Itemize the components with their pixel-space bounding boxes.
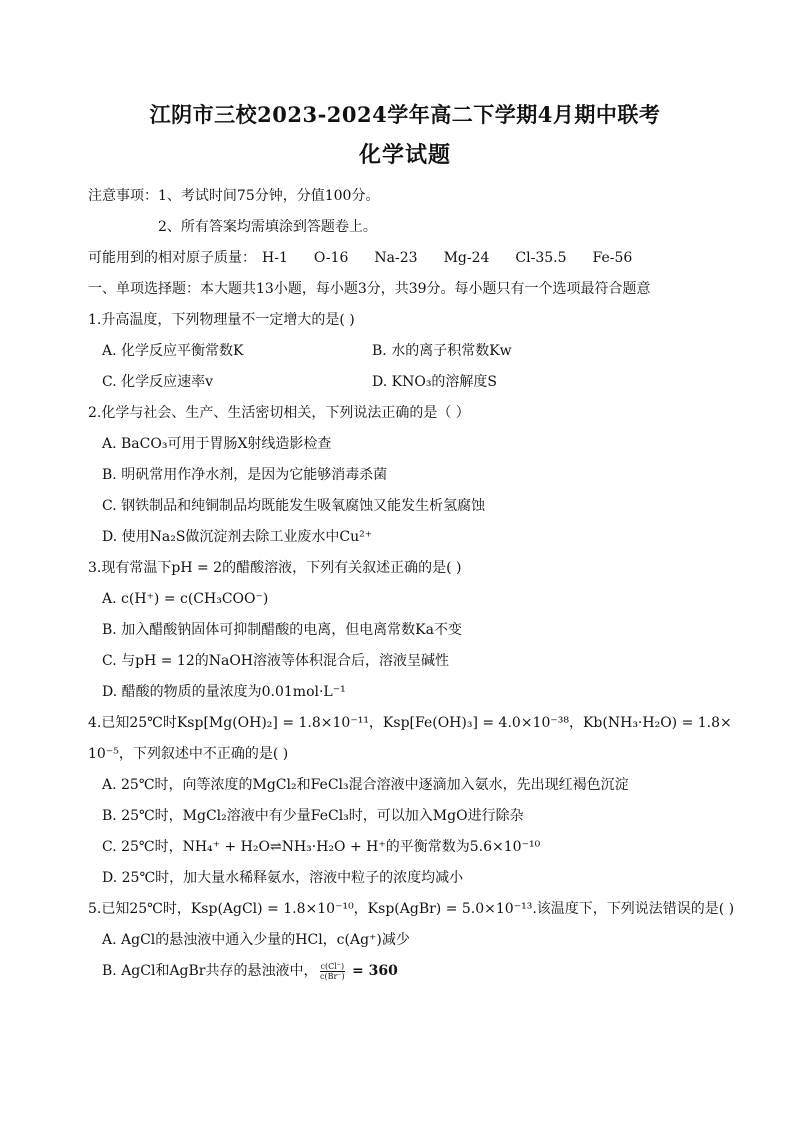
section-heading: 一、单项选择题：本大题共13小题，每小题3分，共39分。每小题只有一个选项最符合题意 bbox=[88, 281, 651, 297]
option-b-suffix: = 360 bbox=[347, 963, 398, 979]
option-b: B. 加入醋酸钠固体可抑制醋酸的电离，但电离常数Ka不变 bbox=[102, 622, 462, 638]
fraction-denominator: c(Br⁻) bbox=[320, 971, 345, 981]
question-4 bbox=[88, 713, 732, 888]
question-stem: 5.已知25℃时，Ksp(AgCl) = 1.8×10⁻¹⁰，Ksp(AgBr) = 5.0×10⁻¹³.该温度下，下列说法错误的是( ) bbox=[88, 901, 735, 917]
option-a: A. 25℃时，向等浓度的MgCl₂和FeCl₃混合溶液中逐滴加入氨水，先出现红褐色沉淀 bbox=[102, 777, 629, 793]
option-a: A. AgCl的悬浊液中通入少量的HCl，c(Ag⁺)减少 bbox=[102, 932, 410, 948]
question-stem: 3.现有常温下pH = 2的醋酸溶液，下列有关叙述正确的是( ) bbox=[88, 560, 462, 576]
atomic-mass-list bbox=[88, 248, 722, 268]
option-a: A. BaCO₃可用于胃肠X射线造影检查 bbox=[102, 436, 332, 452]
question-stem: 2.化学与社会、生产、生活密切相关，下列说法正确的是（ ） bbox=[88, 405, 470, 421]
atomic-mass-item: O-16 bbox=[313, 250, 349, 266]
option-a: A. 化学反应平衡常数K bbox=[102, 343, 244, 359]
notice-line-2: 2、所有答案均需填涂到答题卷上。 bbox=[158, 219, 377, 235]
concentration-ratio-fraction bbox=[320, 962, 346, 981]
question-3 bbox=[88, 558, 722, 702]
question-2 bbox=[88, 403, 722, 547]
exam-title: 江阴市三校2023-2024学年高二下学期4月期中联考 bbox=[149, 102, 661, 127]
question-1 bbox=[88, 310, 722, 392]
option-d: D. 使用Na₂S做沉淀剂去除工业废水中Cu²⁺ bbox=[102, 529, 373, 545]
atomic-mass-item: Cl-35.5 bbox=[515, 250, 567, 266]
question-options bbox=[88, 341, 722, 392]
option-b: B. 明矾常用作净水剂，是因为它能够消毒杀菌 bbox=[102, 467, 388, 483]
exam-subtitle: 化学试题 bbox=[358, 142, 451, 168]
question-stem: 4.已知25℃时Ksp[Mg(OH)₂] = 1.8×10⁻¹¹，Ksp[Fe(OH)₃] = 4.0×10⁻³⁸，Kb(NH₃·H₂O) = 1.8× bbox=[88, 715, 732, 731]
option-d: D. KNO₃的溶解度S bbox=[372, 374, 498, 390]
atomic-mass-item: Mg-24 bbox=[443, 250, 490, 266]
option-b-prefix: B. AgCl和AgBr共存的悬浊液中， bbox=[102, 963, 318, 979]
notice-line-1: 注意事项：1、考试时间75分钟，分值100分。 bbox=[88, 188, 380, 204]
option-c: C. 与pH = 12的NaOH溶液等体积混合后，溶液呈碱性 bbox=[102, 653, 450, 669]
option-b: B. 水的离子积常数Kw bbox=[372, 343, 512, 359]
option-b: B. 25℃时，MgCl₂溶液中有少量FeCl₃时，可以加入MgO进行除杂 bbox=[102, 808, 524, 824]
atomic-mass-item: H-1 bbox=[262, 250, 288, 266]
atomic-mass-item: Fe-56 bbox=[592, 250, 633, 266]
option-d: D. 25℃时，加大量水稀释氨水，溶液中粒子的浓度均减小 bbox=[102, 870, 464, 886]
question-stem-continued: 10⁻⁵，下列叙述中不正确的是( ) bbox=[88, 746, 289, 762]
fraction-numerator: c(Cl⁻) bbox=[320, 961, 345, 971]
atomic-mass-item: Na-23 bbox=[374, 250, 418, 266]
option-a: A. c(H⁺) = c(CH₃COO⁻) bbox=[102, 591, 269, 607]
option-c: C. 化学反应速率v bbox=[102, 374, 214, 390]
atomic-mass-label: 可能用到的相对原子质量： bbox=[88, 250, 256, 266]
question-stem: 1.升高温度，下列物理量不一定增大的是( ) bbox=[88, 312, 355, 328]
option-c: C. 钢铁制品和纯铜制品均既能发生吸氧腐蚀又能发生析氢腐蚀 bbox=[102, 498, 486, 514]
question-5 bbox=[88, 899, 735, 981]
option-b bbox=[88, 961, 722, 981]
option-d: D. 醋酸的物质的量浓度为0.01mol·L⁻¹ bbox=[102, 684, 346, 700]
option-c: C. 25℃时，NH₄⁺ + H₂O⇌NH₃·H₂O + H⁺的平衡常数为5.6×10⁻¹⁰ bbox=[102, 839, 541, 855]
